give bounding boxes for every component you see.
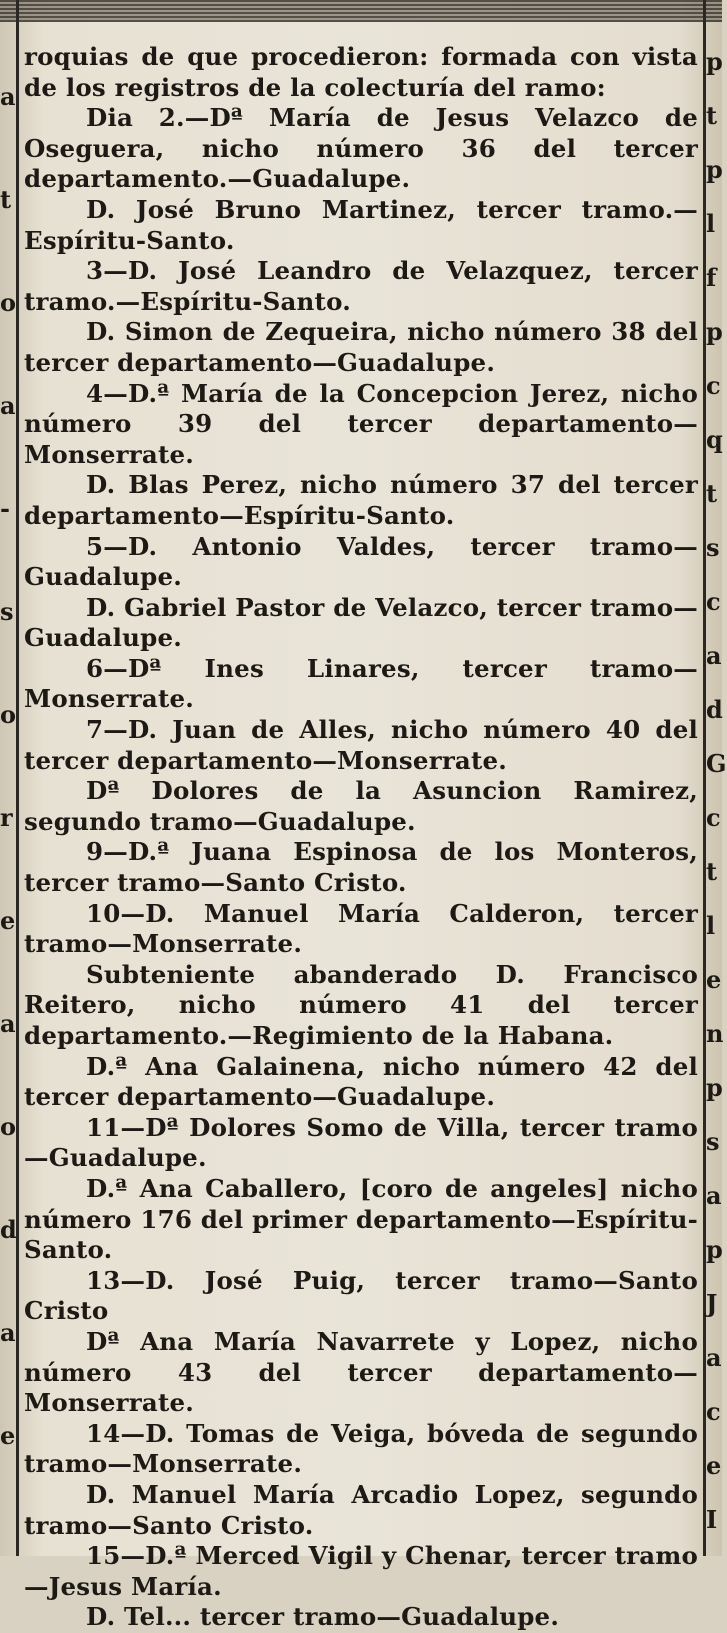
margin-fragment: n: [706, 1019, 724, 1048]
register-entry: 15—D.ª Merced Vigil y Chenar, tercer tramo—Jesus María.: [24, 1541, 698, 1601]
register-entry: D. Tel... tercer tramo—Guadalupe.: [86, 1602, 560, 1632]
margin-fragment: o: [0, 700, 17, 729]
margin-fragment: a: [0, 391, 16, 420]
margin-fragment: a: [0, 1318, 16, 1347]
margin-fragment: t: [706, 101, 718, 130]
register-entry: D. Gabriel Pastor de Velazco, tercer tramo—Guadalupe.: [24, 592, 698, 653]
register-entry: 7—D. Juan de Alles, nicho número 40 del tercer departamento—Monserrate.: [24, 715, 698, 775]
margin-fragment: t: [706, 479, 718, 508]
register-entry: 14—D. Tomas de Veiga, bóveda de segundo tramo—Monserrate.: [24, 1418, 698, 1479]
register-entry: 10—D. Manuel María Calderon, tercer tramo—Monserrate.: [24, 898, 698, 959]
register-entry: 6—Dª Ines Linares, tercer tramo—Monserrate.: [24, 653, 698, 714]
register-entry: 11—Dª Dolores Somo de Villa, tercer tramo—Guadalupe.: [24, 1112, 698, 1173]
register-entry: Dia 2.—Dª María de Jesus Velazco de Oseguera, nicho número 36 del tercer departamento.—Guadalupe.: [24, 103, 698, 194]
margin-fragment: G: [706, 749, 727, 778]
margin-fragment: o: [0, 288, 17, 317]
register-entry: D.ª Ana Caballero, [coro de angeles] nicho número 176 del primer departamento—Espíritu-Santo.: [24, 1173, 698, 1265]
margin-fragment: p: [706, 1235, 723, 1264]
margin-fragment: a: [706, 1343, 722, 1372]
margin-fragment: a: [0, 1009, 16, 1038]
margin-fragment: p: [706, 47, 723, 76]
margin-fragment: a: [0, 82, 16, 111]
margin-fragment: e: [0, 1421, 16, 1450]
left-column-rule: [16, 0, 19, 1556]
right-column-fragments: [706, 30, 727, 1550]
margin-fragment: c: [706, 587, 721, 616]
margin-fragment: p: [706, 1073, 723, 1102]
margin-fragment: s: [0, 597, 14, 626]
margin-fragment: f: [706, 263, 717, 292]
margin-fragment: l: [706, 911, 716, 940]
margin-fragment: e: [706, 1451, 722, 1480]
margin-fragment: s: [706, 1127, 720, 1156]
register-entry: D. José Bruno Martinez, tercer tramo.—Espíritu-Santo.: [24, 194, 698, 255]
margin-fragment: q: [706, 425, 723, 454]
margin-fragment: a: [706, 1181, 722, 1210]
margin-fragment: t: [706, 857, 718, 886]
register-entry: D. Manuel María Arcadio Lopez, segundo tramo—Santo Cristo.: [24, 1479, 698, 1540]
register-entry: D.ª Ana Galainena, nicho número 42 del tercer departamento—Guadalupe.: [24, 1051, 698, 1112]
left-column-fragments: [0, 30, 16, 1550]
margin-fragment: a: [706, 641, 722, 670]
register-entry: D. Simon de Zequeira, nicho número 38 del tercer departamento—Guadalupe.: [24, 317, 698, 377]
margin-fragment: e: [706, 965, 722, 994]
register-entry: 9—D.ª Juana Espinosa de los Monteros, tercer tramo—Santo Cristo.: [24, 837, 698, 898]
margin-fragment: d: [0, 1215, 17, 1244]
register-entry: Dª Ana María Navarrete y Lopez, nicho número 43 del tercer departamento—Monserrate.: [24, 1326, 698, 1418]
register-entry: D. Blas Perez, nicho número 37 del tercer departamento—Espíritu-Santo.: [24, 470, 698, 530]
register-entry: 13—D. José Puig, tercer tramo—Santo Cristo: [24, 1265, 698, 1326]
register-entry: roquias de que procedieron: formada con vista de los registros de la colecturía del ramo:: [24, 42, 698, 102]
burial-register-column: [24, 42, 698, 1632]
margin-fragment: r: [0, 803, 13, 832]
margin-fragment: l: [706, 209, 716, 238]
margin-fragment: t: [0, 185, 12, 214]
torn-top-edge: [0, 0, 722, 22]
margin-fragment: J: [706, 1289, 718, 1318]
register-entry: Dª Dolores de la Asuncion Ramirez, segundo tramo—Guadalupe.: [24, 776, 698, 836]
margin-fragment: p: [706, 317, 723, 346]
margin-fragment: c: [706, 803, 721, 832]
margin-fragment: I: [706, 1505, 718, 1534]
margin-fragment: c: [706, 1397, 721, 1426]
register-entry: 5—D. Antonio Valdes, tercer tramo—Guadalupe.: [24, 531, 698, 592]
margin-fragment: p: [706, 155, 723, 184]
margin-fragment: o: [0, 1112, 17, 1141]
margin-fragment: e: [0, 906, 16, 935]
margin-fragment: d: [706, 695, 723, 724]
register-entry: 3—D. José Leandro de Velazquez, tercer tramo.—Espíritu-Santo.: [24, 256, 698, 316]
register-entry: 4—D.ª María de la Concepcion Jerez, nicho número 39 del tercer departamento—Monserrate.: [24, 378, 698, 469]
margin-fragment: s: [706, 533, 720, 562]
register-entry: Subteniente abanderado D. Francisco Reitero, nicho número 41 del tercer departamento.—Regimiento de la Habana.: [24, 959, 698, 1050]
margin-fragment: -: [0, 494, 10, 523]
margin-fragment: c: [706, 371, 721, 400]
